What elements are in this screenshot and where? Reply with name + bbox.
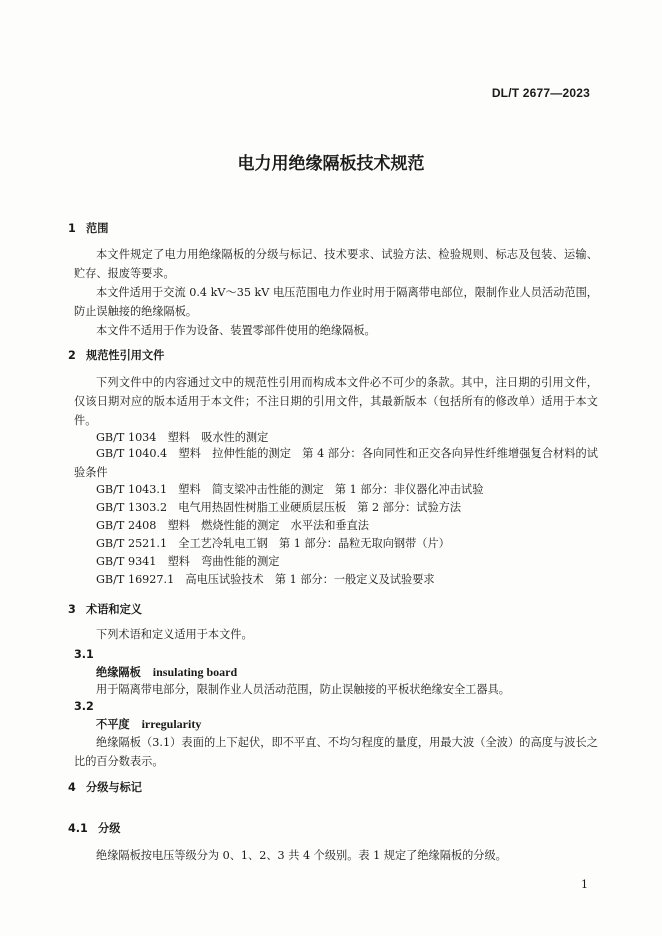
section-title: 分级与标记 bbox=[86, 781, 142, 794]
subsection-title: 分级 bbox=[98, 822, 121, 835]
term-english: insulating board bbox=[152, 665, 238, 679]
document-title: 电力用绝缘隔板技术规范 bbox=[237, 154, 425, 174]
paragraph: 绝缘隔板（3.1）表面的上下起伏，即不平直、不均匀程度的量度，用最大波（全波）的高度与波长之比的百分数表示。 bbox=[74, 736, 598, 768]
section-4-1-text: 绝缘隔板按电压等级分为 0、1、2、3 共 4 个级别。表 1 规定了绝缘隔板的分级。 bbox=[96, 849, 507, 862]
term-3-1 bbox=[96, 664, 237, 681]
section-2-intro bbox=[74, 373, 598, 430]
reference-item: GB/T 1043.1 塑料 简支梁冲击性能的测定 第 1 部分：非仪器化冲击试验 bbox=[96, 483, 484, 496]
reference-item: GB/T 2521.1 全工艺冷轧电工钢 第 1 部分：晶粒无取向钢带（片） bbox=[96, 537, 450, 550]
section-title: 规范性引用文件 bbox=[86, 349, 165, 362]
section-3-heading bbox=[68, 602, 142, 618]
term-number: 3.2 bbox=[74, 700, 94, 713]
term-definition bbox=[74, 733, 598, 771]
section-number: 2 bbox=[68, 349, 76, 362]
section-number: 4 bbox=[68, 781, 76, 794]
paragraph: 本文件规定了电力用绝缘隔板的分级与标记、技术要求、试验方法、检验规则、标志及包装、运输、贮存、报废等要求。 bbox=[74, 248, 598, 280]
reference-text: GB/T 1040.4 塑料 拉伸性能的测定 第 4 部分：各向同性和正交各向异性纤维增强复合材料的试验条件 bbox=[74, 447, 598, 479]
section-2-heading bbox=[68, 348, 164, 364]
section-3-intro: 下列术语和定义适用于本文件。 bbox=[96, 628, 253, 641]
term-english: irregularity bbox=[141, 717, 202, 731]
term-number: 3.1 bbox=[74, 648, 94, 661]
section-1-heading bbox=[68, 221, 108, 237]
section-number: 3 bbox=[68, 603, 76, 616]
paragraph: 下列文件中的内容通过文中的规范性引用而构成本文件必不可少的条款。其中，注日期的引用文件，仅该日期对应的版本适用于本文件；不注日期的引用文件，其最新版本（包括所有的修改单）适用于本文件。 bbox=[74, 376, 598, 427]
paragraph: 本文件不适用于作为设备、装置零部件使用的绝缘隔板。 bbox=[96, 324, 376, 337]
reference-item: GB/T 2408 塑料 燃烧性能的测定 水平法和垂直法 bbox=[96, 519, 369, 532]
term-definition: 用于隔离带电部分，限制作业人员活动范围，防止误触接的平板状绝缘安全工器具。 bbox=[96, 683, 510, 696]
section-4-heading bbox=[68, 780, 142, 796]
term-chinese: 不平度 bbox=[96, 718, 130, 731]
section-title: 范围 bbox=[86, 222, 109, 235]
reference-item: GB/T 1034 塑料 吸水性的测定 bbox=[96, 431, 269, 444]
section-number: 1 bbox=[68, 222, 76, 235]
subsection-number: 4.1 bbox=[68, 822, 88, 835]
section-1-body bbox=[74, 245, 598, 340]
reference-item: GB/T 9341 塑料 弯曲性能的测定 bbox=[96, 555, 280, 568]
standard-number: DL/T 2677—2023 bbox=[491, 86, 590, 100]
reference-item: GB/T 1303.2 电气用热固性树脂工业硬质层压板 第 2 部分：试验方法 bbox=[96, 501, 462, 514]
section-4-1-heading bbox=[68, 821, 120, 837]
reference-item: GB/T 16927.1 高电压试验技术 第 1 部分：一般定义及试验要求 bbox=[96, 573, 435, 586]
term-3-2 bbox=[96, 716, 201, 733]
reference-item bbox=[74, 444, 598, 482]
term-chinese: 绝缘隔板 bbox=[96, 666, 141, 679]
paragraph: 本文件适用于交流 0.4 kV～35 kV 电压范围电力作业时用于隔离带电部位，限制作业人员活动范围，防止误触接的绝缘隔板。 bbox=[74, 286, 598, 318]
page-number: 1 bbox=[581, 878, 588, 891]
section-title: 术语和定义 bbox=[86, 603, 142, 616]
